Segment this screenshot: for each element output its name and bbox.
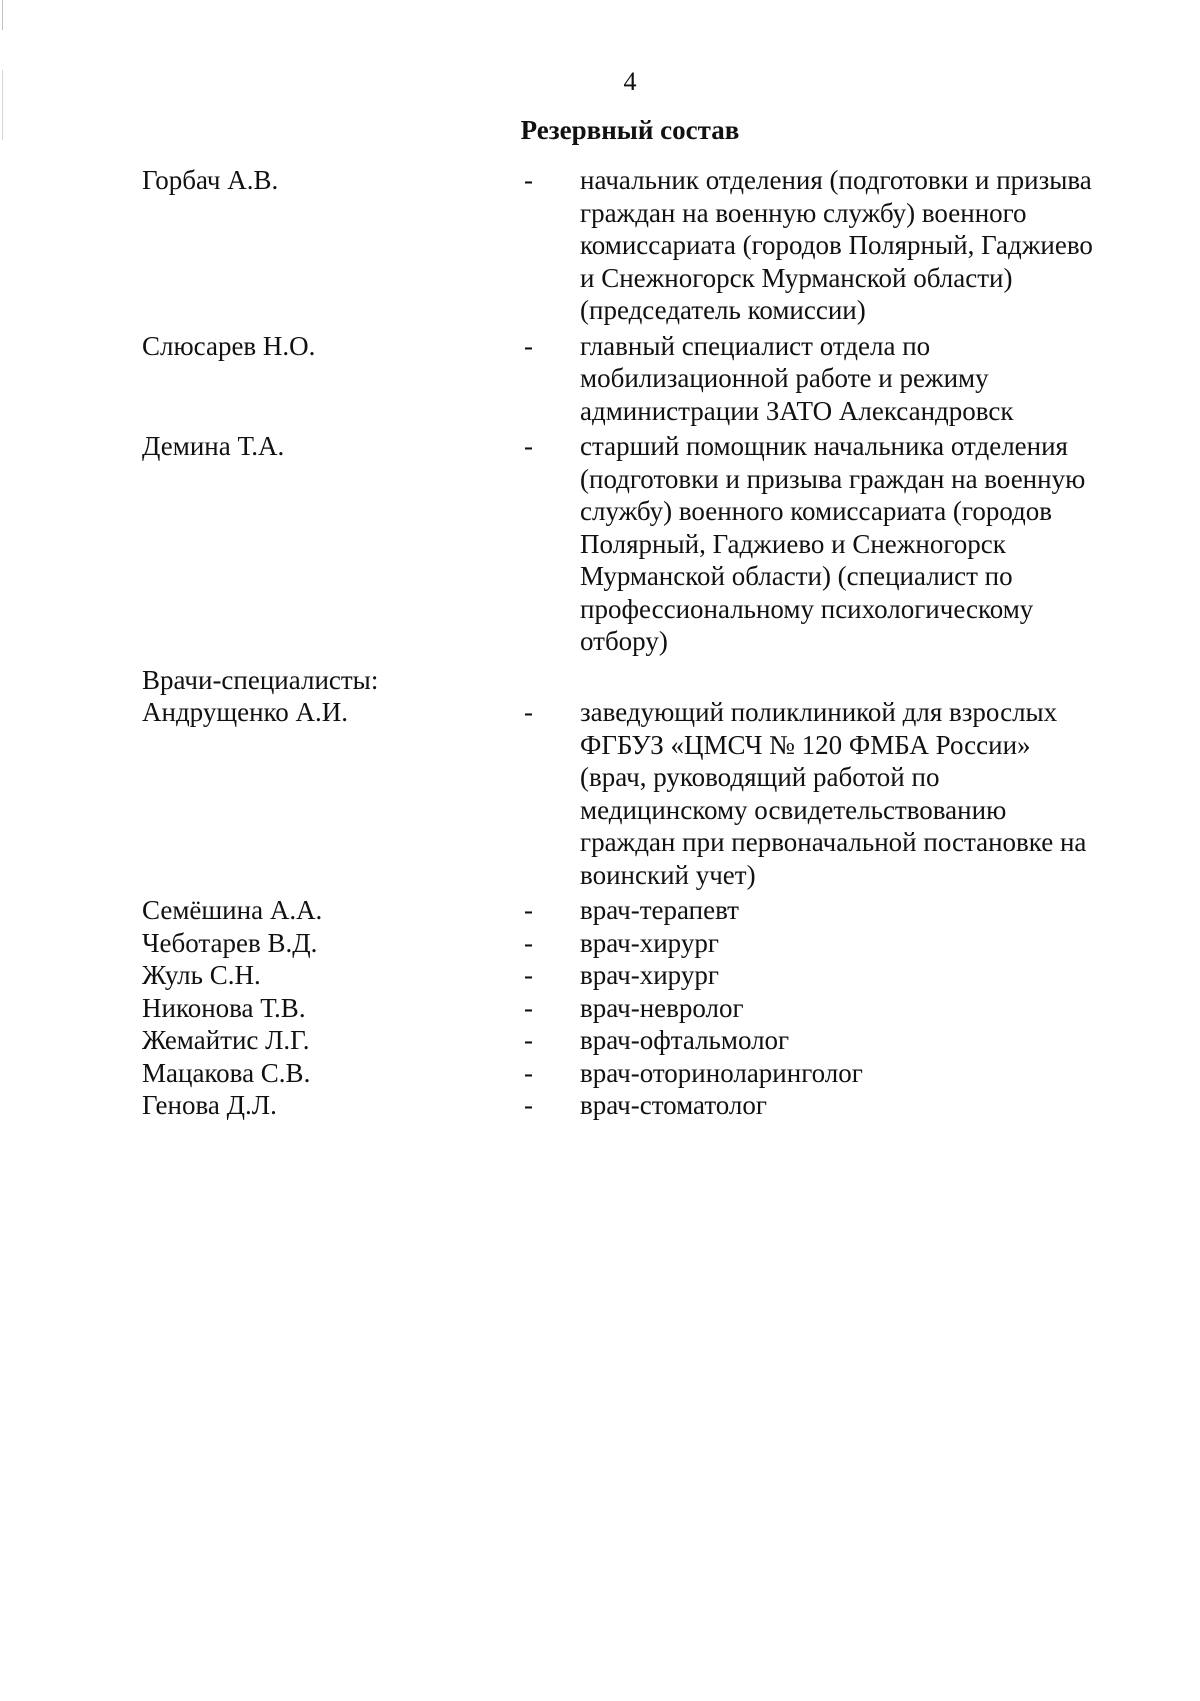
doctor-role: врач-хирург bbox=[580, 960, 719, 990]
doctor-role: врач-оториноларинголог bbox=[580, 1057, 863, 1088]
member-row bbox=[142, 430, 1102, 658]
doctor-role: врач-невролог bbox=[580, 992, 744, 1023]
doctor-row bbox=[142, 1024, 1102, 1057]
scan-edge-artifact bbox=[2, 0, 3, 1701]
member-role: заведующий поликлиникой для взрослых ФГБУЗ «ЦМСЧ № 120 ФМБА России» (врач, руководящий работой по медицинскому освидетельствованию граждан при первоначальной постановке на воинский учет) bbox=[580, 697, 1087, 890]
doctor-name: Мацакова С.В. bbox=[142, 1057, 311, 1088]
dash-separator: - bbox=[524, 330, 533, 361]
doctor-role: врач-терапевт bbox=[580, 895, 739, 925]
doctor-role: врач-стоматолог bbox=[580, 1090, 767, 1120]
section-title: Резервный состав bbox=[520, 115, 740, 145]
member-name: Слюсарев Н.О. bbox=[142, 330, 316, 361]
dash-separator: - bbox=[524, 1025, 533, 1055]
member-name: Демина Т.А. bbox=[142, 431, 285, 461]
reserve-roster bbox=[142, 164, 1102, 1122]
member-row bbox=[142, 164, 1102, 327]
dash-separator: - bbox=[524, 1090, 533, 1120]
member-name: Горбач А.В. bbox=[142, 165, 279, 195]
doctors-heading: Врачи-специалисты: bbox=[142, 664, 379, 695]
doctor-row bbox=[142, 992, 1102, 1025]
page-number: 4 bbox=[623, 67, 637, 96]
doctor-name: Семёшина А.А. bbox=[142, 895, 323, 925]
doctor-role: врач-офтальмолог bbox=[580, 1025, 790, 1055]
dash-separator: - bbox=[524, 992, 533, 1023]
member-name: Андрущенко А.И. bbox=[142, 697, 349, 727]
member-role: главный специалист отдела по мобилизационной работе и режиму администрации ЗАТО Александровск bbox=[580, 330, 1014, 426]
member-row bbox=[142, 330, 1102, 428]
member-role: начальник отделения (подготовки и призыва граждан на военную службу) военного комиссариата (городов Полярный, Гаджиево и Снежногорск Мурманской области) (председатель комиссии) bbox=[580, 165, 1093, 325]
dash-separator: - bbox=[524, 697, 533, 727]
doctor-name: Чеботарев В.Д. bbox=[142, 927, 318, 958]
doctor-name: Жемайтис Л.Г. bbox=[142, 1025, 310, 1055]
doctor-name: Жуль С.Н. bbox=[142, 960, 261, 990]
doctor-role: врач-хирург bbox=[580, 927, 719, 958]
doctor-row bbox=[142, 1057, 1102, 1090]
doctor-row bbox=[142, 894, 1102, 927]
dash-separator: - bbox=[524, 927, 533, 958]
dash-separator: - bbox=[524, 1057, 533, 1088]
doctor-row bbox=[142, 959, 1102, 992]
doctor-row bbox=[142, 927, 1102, 960]
dash-separator: - bbox=[524, 960, 533, 990]
dash-separator: - bbox=[524, 895, 533, 925]
doctor-name: Генова Д.Л. bbox=[142, 1090, 277, 1120]
doctor-name: Никонова Т.В. bbox=[142, 992, 306, 1023]
doctor-lead-row bbox=[142, 696, 1102, 891]
dash-separator: - bbox=[524, 431, 533, 461]
member-role: старший помощник начальника отделения (подготовки и призыва граждан на военную службу) военного комиссариата (городов Полярный, Гаджиево и Снежногорск Мурманской области) (специалист по профессиональному психологическому отбору) bbox=[580, 431, 1086, 656]
doctor-row bbox=[142, 1089, 1102, 1122]
dash-separator: - bbox=[524, 165, 533, 195]
